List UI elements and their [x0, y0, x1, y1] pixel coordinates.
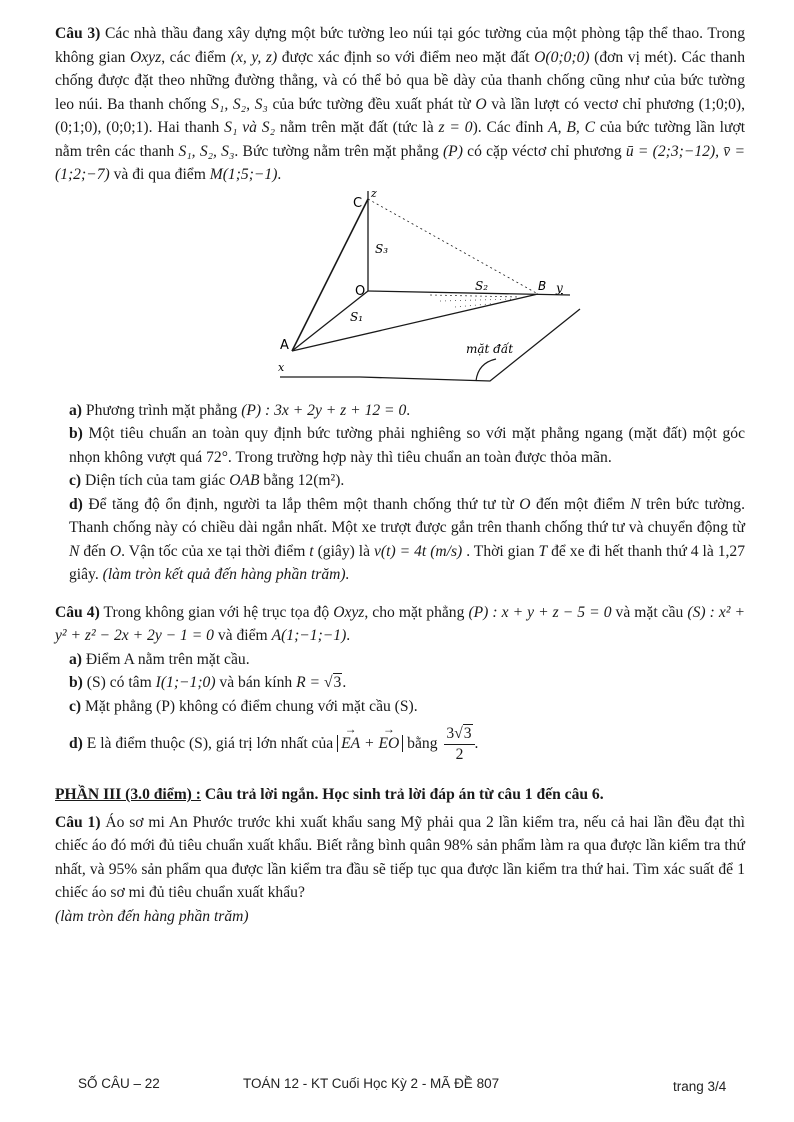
- climbing-wall-figure: [55, 186, 745, 397]
- option-b-text: và bán kính: [215, 674, 297, 691]
- label-O: O: [355, 283, 366, 299]
- option-d-abs: [337, 735, 403, 752]
- q3-option-a: [55, 399, 745, 423]
- q3-text: được xác định so với điểm neo mặt đất: [277, 48, 535, 66]
- footer-page-number: trang 3/4: [673, 1079, 727, 1094]
- option-d-text: đến: [79, 542, 110, 560]
- option-b-label: b): [69, 425, 83, 442]
- q4-option-d: [55, 724, 745, 765]
- q3-text: . Bức tường nằm trên mặt phẳng: [234, 142, 443, 160]
- q3-text: có cặp véctơ chỉ phương: [462, 142, 626, 160]
- q3-text: , các điểm: [161, 48, 231, 66]
- wall-diagram: [278, 186, 580, 397]
- q3-text: của bức tường đều xuất phát từ: [267, 95, 476, 113]
- q3-text: ). Các đỉnh: [472, 119, 549, 136]
- option-d-fraction: $\frac{3√3}{2}$: [444, 724, 474, 765]
- q3-struts: S₁, S₂, S₃: [211, 95, 268, 113]
- label-y: y: [556, 280, 563, 295]
- label-S2: S₂: [475, 278, 489, 293]
- option-a-label: a): [69, 401, 82, 419]
- q4-option-b: b) (S) có tâm I(1;−1;0) và bán kính R = √3.: [69, 674, 347, 691]
- vector-EA: → EA: [341, 732, 360, 756]
- label-S3: S₃: [375, 241, 389, 256]
- label-C: C: [353, 195, 363, 211]
- label-S1: S₁: [350, 309, 364, 324]
- part3-q1-note: (làm tròn đến hàng phần trăm): [55, 907, 249, 925]
- q3-intro: [55, 22, 745, 187]
- q3-s1s2: S₁ và S₂: [224, 119, 275, 136]
- q3-O: O: [475, 95, 487, 113]
- option-b-text: (S) có tâm: [82, 674, 156, 691]
- plus-sign: +: [360, 735, 379, 753]
- fraction-den: 2: [455, 746, 464, 763]
- q4-intro: [55, 601, 745, 648]
- q4-text: và mặt cầu: [611, 603, 688, 621]
- part3-q1: [55, 811, 745, 929]
- option-d-text: để xe đi hết thanh thứ 4 là 1,27 giây.: [69, 542, 745, 583]
- option-d-text: . Thời gian: [462, 542, 539, 560]
- option-c-label: c): [69, 472, 82, 489]
- footer-exam-code: TOÁN 12 - KT Cuối Học Kỳ 2 - MÃ ĐỀ 807: [243, 1076, 500, 1091]
- option-d-note: (làm tròn kết quả đến hàng phần trăm).: [102, 566, 350, 583]
- option-b-radius: R =: [296, 674, 324, 691]
- q4-label: Câu 4): [55, 603, 100, 621]
- fraction-sqrt: 3: [463, 725, 472, 742]
- q4-plane: (P) : x + y + z − 5 = 0: [468, 603, 612, 621]
- vector-EO: → EO: [378, 732, 399, 756]
- q4-text: Trong không gian với hệ trục tọa độ: [99, 603, 334, 621]
- q3-option-c: [55, 469, 745, 493]
- label-ground: mặt đất: [466, 341, 514, 356]
- option-a-text: .: [406, 401, 411, 419]
- label-z: z: [371, 186, 377, 200]
- q3-option-d: [55, 493, 745, 587]
- q3-z0: z = 0: [438, 119, 473, 136]
- option-a-text: Điểm A nằm trên mặt cầu.: [82, 650, 250, 668]
- option-d-label: d): [69, 735, 83, 753]
- option-b-text: .: [342, 674, 347, 691]
- option-d-velocity: v(t) = 4t (m/s): [374, 542, 463, 560]
- q3-text: Các nhà thầu đang xây dựng một bức tường leo núi tại góc tường của một phòng tập thể thao. Trong không gian: [55, 25, 745, 66]
- part3-q1-label: Câu 1): [55, 813, 101, 831]
- q4-text: , cho mặt phẳng: [364, 603, 469, 621]
- q4-text: .: [346, 627, 351, 644]
- part3-q1-text: Áo sơ mi An Phước trước khi xuất khẩu sang Mỹ phải qua 2 lần kiểm tra, nếu cả hai lần đều đạt thì chiếc áo đó mới đủ tiêu chuẩn xuất khẩu. Biết rằng bình quân 98% sản phẩm làm ra qua được lần kiểm tra thứ nhất, và 95% sản phẩm qua được lần kiểm tra đầu sẽ tiếp tục qua được lần kiểm tra thứ hai. Tìm xác suất để 1 chiếc áo sơ mi đủ tiêu chuẩn xuất khẩu?: [55, 813, 745, 901]
- q4-option-a: [55, 648, 745, 672]
- q3-text: .: [277, 166, 282, 183]
- option-d-var: N: [69, 542, 80, 560]
- footer-question-count: SỐ CÂU – 22: [78, 1076, 160, 1091]
- exam-page: [55, 22, 745, 928]
- option-d-text: (giây) là: [313, 542, 375, 560]
- q3-text: và đi qua điểm: [109, 166, 210, 183]
- part3-subtitle: Câu trả lời ngắn. Học sinh trả lời đáp án từ câu 1 đến câu 6.: [200, 786, 604, 803]
- option-c-text: bằng 12(m²).: [259, 472, 345, 489]
- q4-text: và điểm: [213, 627, 272, 644]
- q3-xyz: (x, y, z): [230, 48, 278, 66]
- q3-text: của bức tường lần lượt nằm trên các thanh: [55, 119, 746, 160]
- q3-plane: (P): [442, 142, 463, 160]
- option-d-text: .: [474, 735, 479, 753]
- option-a-text: Phương trình mặt phẳng: [82, 401, 242, 419]
- q4-option-c: [55, 695, 745, 719]
- option-d-var: T: [538, 542, 548, 560]
- label-x: x: [278, 360, 285, 374]
- option-d-text: trên bức tường. Thanh chống này có chiều dài ngắn nhất. Một xe trượt được gắn trên thanh chống thứ tư và chuyển động từ: [69, 495, 745, 536]
- option-c-label: c): [69, 697, 82, 715]
- part3-heading: [55, 783, 745, 807]
- option-d-var: t: [309, 542, 314, 560]
- option-d-var: O: [519, 495, 531, 513]
- option-d-var: O: [109, 542, 122, 560]
- q4-oxyz: Oxyz: [333, 603, 365, 621]
- q3-oxyz: Oxyz: [130, 48, 162, 66]
- option-b-sqrt: 3: [333, 674, 342, 691]
- option-d-text: Để tăng độ ổn định, người ta lắp thêm một thanh chống thứ tư từ: [82, 495, 520, 513]
- q3-text: nằm trên mặt đất (tức là: [275, 119, 439, 136]
- q3-abc: A, B, C: [548, 119, 596, 136]
- option-c-text: Mặt phẳng (P) không có điểm chung với mặt cầu (S).: [81, 697, 418, 715]
- option-d-text: E là điểm thuộc (S), giá trị lớn nhất của: [82, 735, 338, 753]
- q3-text: (đơn vị mét). Các thanh chống được đặt theo những đường thẳng, và có thể bỏ qua bề dày của thanh chống cũng như của bức tường leo núi. Ba thanh chống: [55, 48, 745, 113]
- label-B: B: [538, 278, 547, 293]
- option-b-center: I(1;−1;0): [155, 674, 216, 691]
- q3-label: Câu 3): [55, 25, 101, 42]
- option-c-text: Diện tích của tam giác: [81, 472, 230, 489]
- option-d-label: d): [69, 495, 83, 513]
- option-b-text: Một tiêu chuẩn an toàn quy định bức tường phải nghiêng so với mặt phẳng ngang (mặt đất) một góc nhọn không vượt quá 72°. Trong trường hợp này thì tiêu chuẩn an toàn được thỏa mãn.: [69, 425, 745, 466]
- q3-vectors: ū = (2;3;−12), v̄ = (1;2;−7): [55, 142, 745, 183]
- label-A: A: [280, 337, 289, 353]
- q4-sphere: (S) : x² + y² + z² − 2x + 2y − 1 = 0: [55, 603, 745, 644]
- option-d-text: đến một điểm: [530, 495, 631, 513]
- option-d-var: N: [630, 495, 641, 513]
- option-b-label: b): [69, 674, 83, 691]
- q3-option-b: [55, 422, 745, 469]
- q3-point-m: M(1;5;−1): [209, 166, 278, 183]
- q3-text: và lần lượt có vectơ chỉ phương (1;0;0), (0;1;0), (0;0;1). Hai thanh: [55, 95, 745, 136]
- option-c-triangle: OAB: [229, 472, 260, 489]
- q3-origin: O(0;0;0): [534, 48, 590, 66]
- option-d-text: . Vận tốc của xe tại thời điểm: [121, 542, 310, 560]
- option-d-text: bằng: [403, 735, 442, 753]
- q4-point-a: A(1;−1;−1): [271, 627, 347, 644]
- option-a-equation: (P) : 3x + 2y + z + 12 = 0: [241, 401, 407, 419]
- q3-struts: S₁, S₂, S₃: [178, 142, 235, 160]
- option-a-label: a): [69, 650, 82, 668]
- part3-title: PHẦN III (3.0 điểm) :: [55, 786, 201, 803]
- fraction-coef: 3: [446, 725, 455, 742]
